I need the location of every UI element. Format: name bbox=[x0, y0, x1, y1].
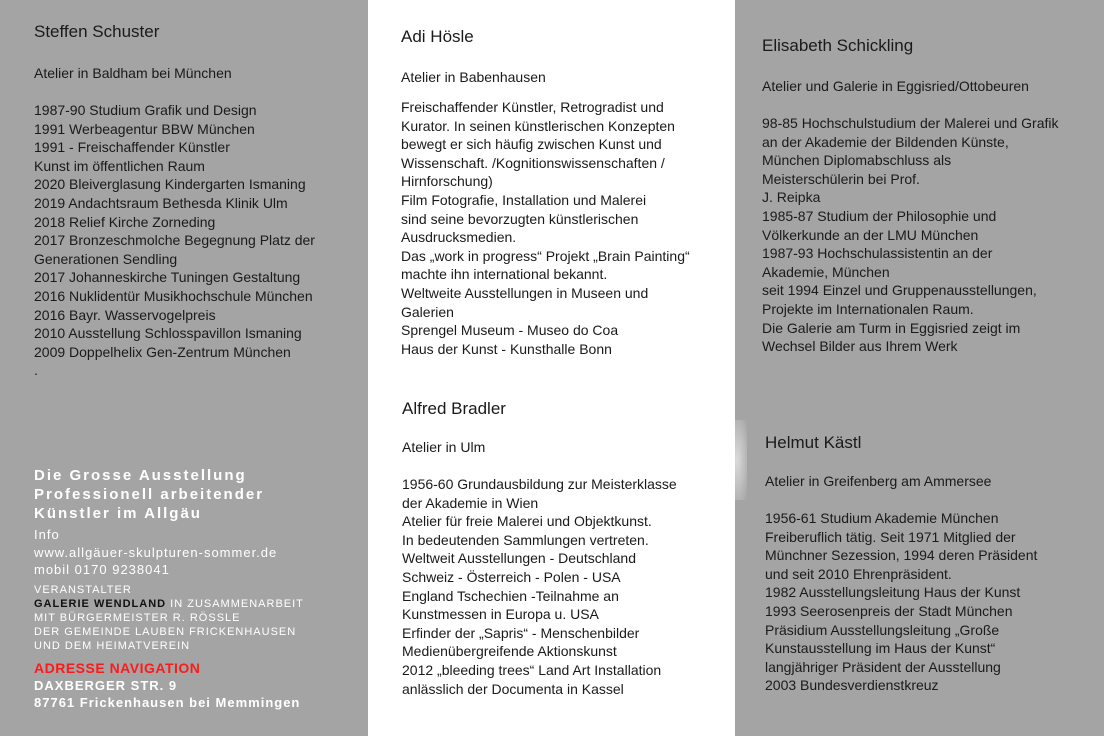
bio-line: langjähriger Präsident der Ausstellung bbox=[765, 658, 1001, 675]
artist-atelier: Atelier und Galerie in Eggisried/Ottobeuren bbox=[762, 78, 1029, 94]
artist-bio bbox=[401, 98, 690, 358]
artist-name: Alfred Bradler bbox=[402, 399, 506, 418]
bio-line: machte ihn international bekannt. bbox=[401, 266, 608, 283]
organizer-line: DER GEMEINDE LAUBEN FRICKENHAUSEN bbox=[34, 625, 297, 638]
organizer-label: VERANSTALTER bbox=[34, 583, 132, 596]
info-label: Info bbox=[34, 527, 60, 542]
bio-line: Haus der Kunst - Kunsthalle Bonn bbox=[401, 340, 612, 357]
artist-atelier: Atelier in Baldham bei München bbox=[34, 65, 232, 81]
bio-line: seit 1994 Einzel und Gruppenausstellungen, bbox=[762, 282, 1037, 299]
bio-line: 2017 Bronzeschmolche Begegnung Platz der bbox=[34, 232, 315, 249]
bio-line: 2016 Bayr. Wasservogelpreis bbox=[34, 306, 216, 323]
phone-number: mobil 0170 9238041 bbox=[34, 562, 170, 577]
bio-line: 1991 Werbeagentur BBW München bbox=[34, 120, 255, 137]
bio-line: 1987-90 Studium Grafik und Design bbox=[34, 102, 257, 118]
artist-block-schickling bbox=[762, 36, 1058, 356]
bio-line: Erfinder der „Sapris“ - Menschenbilder bbox=[402, 624, 640, 641]
address-navigation-link[interactable]: ADRESSE NAVIGATION bbox=[34, 659, 201, 676]
bio-line: Freiberuflich tätig. Seit 1971 Mitglied der bbox=[765, 528, 1016, 545]
bio-line: Kurator. In seinen künstlerischen Konzepten bbox=[401, 117, 675, 134]
bio-line: Sprengel Museum - Museo do Coa bbox=[401, 322, 619, 339]
bio-line: In bedeutenden Sammlungen vertreten. bbox=[402, 531, 649, 548]
bio-line: Weltweit Ausstellungen - Deutschland bbox=[402, 550, 636, 567]
cooperation-text: IN ZUSAMMENARBEIT bbox=[166, 597, 304, 610]
website-link[interactable]: www.allgäuer-skulpturen-sommer.de bbox=[34, 544, 278, 560]
info-section bbox=[34, 526, 304, 579]
artist-bio bbox=[762, 114, 1058, 356]
bio-line: Akademie, München bbox=[762, 263, 890, 280]
artist-bio bbox=[765, 509, 1037, 695]
artist-name: Steffen Schuster bbox=[34, 22, 160, 41]
bio-line: Münchner Sezession, 1994 deren Präsident bbox=[765, 547, 1038, 564]
bio-line: Weltweite Ausstellungen in Museen und bbox=[401, 284, 649, 301]
bio-line: 1956-61 Studium Akademie München bbox=[765, 510, 999, 526]
bio-line: und seit 2010 Ehrenpräsident. bbox=[765, 565, 952, 582]
bio-line: J. Reipka bbox=[762, 189, 821, 206]
fold-shadow bbox=[727, 420, 747, 500]
bio-line: bewegt er sich häufig zwischen Kunst und bbox=[401, 136, 662, 153]
bio-line: 1982 Ausstellungsleitung Haus der Kunst bbox=[765, 584, 1021, 601]
artist-name: Adi Hösle bbox=[401, 27, 474, 46]
artist-block-bradler bbox=[402, 399, 677, 698]
bio-line: an der Akademie der Bildenden Künste, bbox=[762, 133, 1009, 150]
artist-atelier: Atelier in Greifenberg am Ammersee bbox=[765, 473, 992, 489]
bio-line: 2019 Andachtsraum Bethesda Klinik Ulm bbox=[34, 194, 288, 211]
bio-line: Hirnforschung) bbox=[401, 173, 493, 190]
organizer-line: UND DEM HEIMATVEREIN bbox=[34, 639, 191, 652]
bio-line: 1993 Seerosenpreis der Stadt München bbox=[765, 602, 1013, 619]
bio-line: Kunstausstellung im Haus der Kunst“ bbox=[765, 640, 996, 657]
exhibition-title-line: Professionell arbeitender bbox=[34, 486, 265, 503]
bio-line: Das „work in progress“ Projekt „Brain Painting“ bbox=[401, 247, 690, 264]
bio-line: Schweiz - Österreich - Polen - USA bbox=[402, 568, 621, 585]
bio-line: 1956-60 Grundausbildung zur Meisterklasse bbox=[402, 476, 677, 492]
artist-bio bbox=[34, 101, 315, 380]
bio-line: Wissenschaft. /Kognitionswissenschaften / bbox=[401, 154, 665, 171]
bio-line: Film Fotografie, Installation und Malerei bbox=[401, 191, 647, 208]
bio-line: Atelier für freie Malerei und Objektkunst. bbox=[402, 513, 652, 530]
bio-line: Projekte im Internationalen Raum. bbox=[762, 300, 974, 317]
organizer-line bbox=[34, 597, 304, 611]
bio-line: 1987-93 Hochschulassistentin an der bbox=[762, 245, 993, 262]
address-city: 87761 Frickenhausen bei Memmingen bbox=[34, 694, 301, 710]
bio-line: Die Galerie am Turm in Eggisried zeigt im bbox=[762, 319, 1021, 336]
bio-line: Freischaffender Künstler, Retrogradist und bbox=[401, 99, 664, 115]
bio-line: München Diplomabschluss als bbox=[762, 152, 952, 169]
bio-line: Galerien bbox=[401, 303, 454, 320]
bio-line: Kunst im öffentlichen Raum bbox=[34, 157, 205, 174]
bio-line: Völkerkunde an der LMU München bbox=[762, 226, 979, 243]
bio-line: 1991 - Freischaffender Künstler bbox=[34, 139, 230, 156]
bio-line: 2009 Doppelhelix Gen-Zentrum München bbox=[34, 343, 291, 360]
bio-line: Kunstmessen in Europa u. USA bbox=[402, 606, 599, 623]
bio-line: . bbox=[34, 362, 38, 379]
bio-line: 2010 Ausstellung Schlosspavillon Ismaning bbox=[34, 325, 302, 342]
address-street: DAXBERGER STR. 9 bbox=[34, 677, 178, 693]
exhibition-title-line: Die Grosse Ausstellung bbox=[34, 467, 247, 484]
bio-line: 2003 Bundesverdienstkreuz bbox=[765, 677, 939, 694]
bio-line: anlässlich der Documenta in Kassel bbox=[402, 680, 624, 697]
artist-atelier: Atelier in Babenhausen bbox=[401, 69, 546, 85]
artist-atelier: Atelier in Ulm bbox=[402, 439, 486, 455]
bio-line: sind seine bevorzugten künstlerischen bbox=[401, 210, 639, 227]
exhibition-info bbox=[34, 466, 304, 711]
bio-line: Wechsel Bilder aus Ihrem Werk bbox=[762, 338, 958, 355]
bio-line: 2017 Johanneskirche Tuningen Gestaltung bbox=[34, 269, 301, 286]
artist-block-schuster bbox=[34, 22, 315, 380]
bio-line: 2012 „bleeding trees“ Land Art Installation bbox=[402, 661, 662, 678]
artist-block-kaestl bbox=[765, 433, 1037, 695]
bio-line: Medienübergreifende Aktionskunst bbox=[402, 643, 617, 660]
bio-line: 2020 Bleiverglasung Kindergarten Ismaning bbox=[34, 176, 306, 193]
bio-line: England Tschechien -Teilnahme an bbox=[402, 587, 619, 604]
artist-block-hoesle bbox=[401, 27, 690, 358]
organizer-section bbox=[34, 583, 304, 653]
bio-line: Meisterschülerin bei Prof. bbox=[762, 170, 920, 187]
artist-bio bbox=[402, 475, 677, 698]
gallery-name: GALERIE WENDLAND bbox=[34, 597, 167, 610]
artist-name: Elisabeth Schickling bbox=[762, 36, 914, 55]
organizer-line: MIT BÜRGERMEISTER R. RÖSSLE bbox=[34, 611, 241, 624]
exhibition-title-line: Künstler im Allgäu bbox=[34, 505, 202, 522]
bio-line: 2018 Relief Kirche Zorneding bbox=[34, 213, 216, 230]
artist-name: Helmut Kästl bbox=[765, 433, 862, 452]
bio-line: 2016 Nuklidentür Musikhochschule München bbox=[34, 287, 313, 304]
bio-line: Präsidium Ausstellungsleitung „Große bbox=[765, 621, 1000, 638]
bio-line: Generationen Sendling bbox=[34, 250, 178, 267]
bio-line: Ausdrucksmedien. bbox=[401, 229, 517, 246]
bio-line: 98-85 Hochschulstudium der Malerei und Grafik bbox=[762, 115, 1059, 131]
bio-line: der Akademie in Wien bbox=[402, 494, 539, 511]
bio-line: 1985-87 Studium der Philosophie und bbox=[762, 207, 997, 224]
